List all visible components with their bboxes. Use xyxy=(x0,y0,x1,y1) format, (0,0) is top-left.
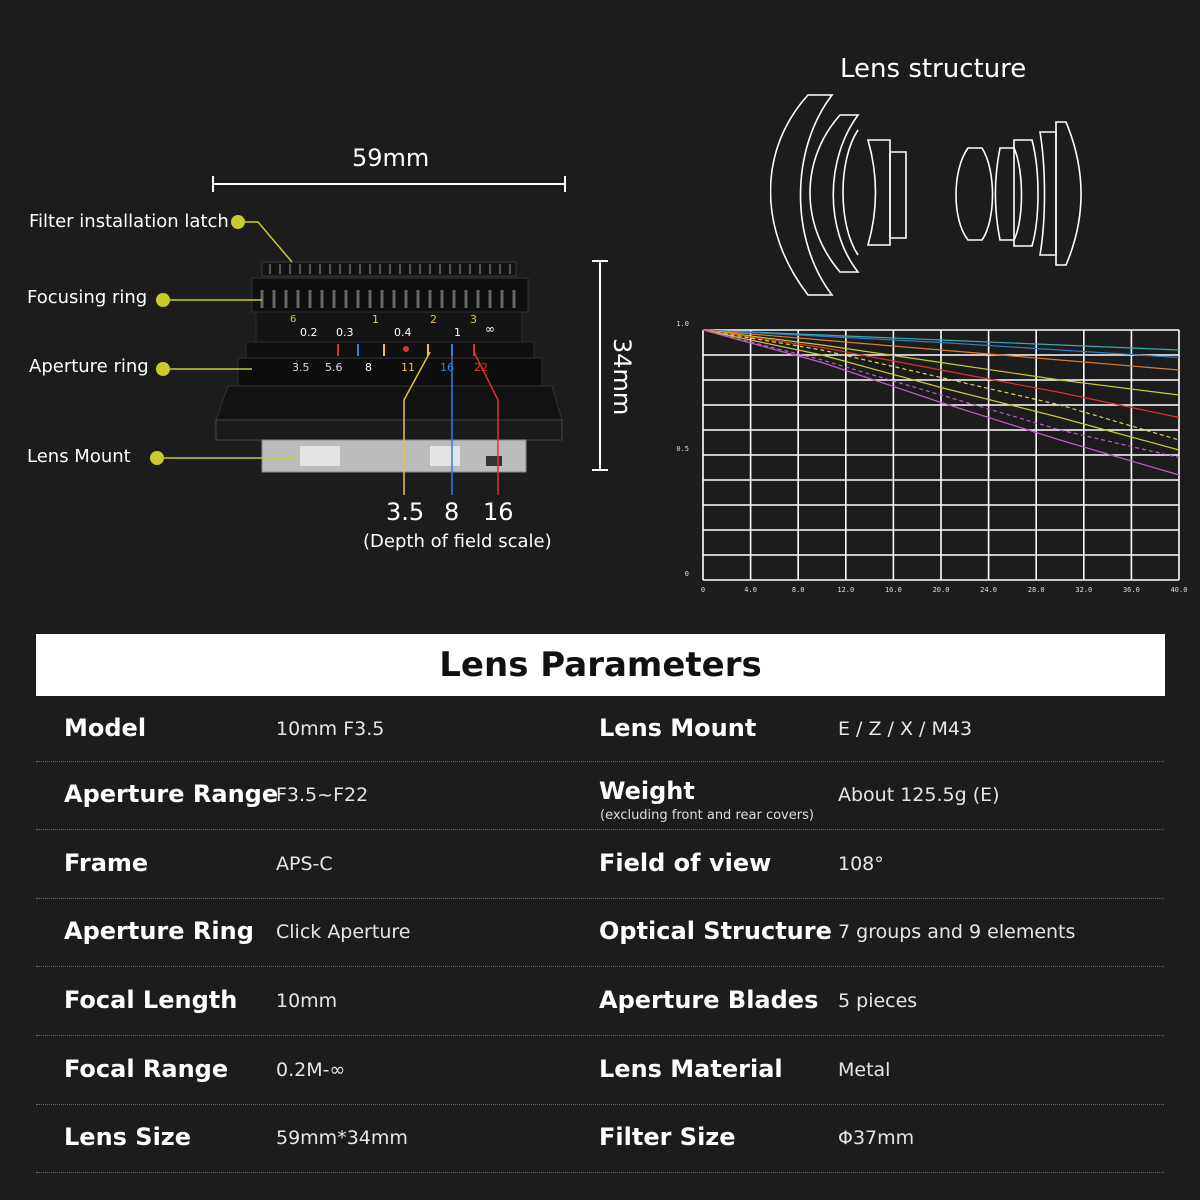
x-tick-label: 36.0 xyxy=(1122,586,1140,594)
distance-mark: 3 xyxy=(470,313,477,326)
aperture-mark: 22 xyxy=(474,361,488,374)
distance-mark: 0.2 xyxy=(300,326,318,339)
param-value: 108° xyxy=(838,853,884,875)
param-key: Focal Range xyxy=(64,1054,229,1083)
param-value: 10mm F3.5 xyxy=(276,717,385,740)
y-tick-label: 0 xyxy=(684,570,689,578)
param-key: Focal Length xyxy=(64,985,238,1014)
callout-lens-mount: Lens Mount xyxy=(27,446,131,467)
x-tick-label: 16.0 xyxy=(884,586,902,594)
x-tick-label: 24.0 xyxy=(980,586,998,594)
height-label: 34mm xyxy=(608,338,636,416)
distance-mark: 0.3 xyxy=(336,326,354,339)
param-key: Frame xyxy=(64,849,149,877)
param-value: About 125.5g (E) xyxy=(838,784,1000,806)
param-value: F3.5~F22 xyxy=(276,784,369,806)
param-value: 10mm xyxy=(276,989,338,1012)
param-value: Metal xyxy=(838,1058,891,1081)
parameter-row xyxy=(36,761,1164,830)
y-tick-label: 1.0 xyxy=(676,320,689,328)
dof-caption: (Depth of field scale) xyxy=(363,531,552,552)
dof-value: 8 xyxy=(444,498,460,526)
aperture-mark: 5.6 xyxy=(325,361,343,374)
param-value: 59mm*34mm xyxy=(276,1127,408,1149)
x-tick-label: 40.0 xyxy=(1170,586,1188,594)
param-value: 5 pieces xyxy=(838,989,918,1012)
param-key: Aperture Ring xyxy=(64,917,254,945)
parameter-row xyxy=(36,898,1164,967)
distance-mark: 1 xyxy=(454,326,461,339)
param-value: Click Aperture xyxy=(276,921,411,943)
parameter-row xyxy=(36,696,1164,762)
param-key: Lens Mount xyxy=(599,713,757,742)
param-value: E / Z / X / M43 xyxy=(838,717,973,740)
x-tick-label: 28.0 xyxy=(1027,586,1045,594)
param-key: Lens Size xyxy=(64,1123,192,1151)
distance-mark: ∞ xyxy=(485,322,495,336)
parameters-title: Lens Parameters xyxy=(36,634,1165,696)
width-label: 59mm xyxy=(352,144,430,172)
distance-mark-6: 6 xyxy=(290,314,297,325)
lens-structure-title: Lens structure xyxy=(840,54,1027,84)
lens-structure-diagram xyxy=(770,90,1090,300)
parameter-row xyxy=(36,1104,1164,1173)
parameter-row xyxy=(36,1035,1164,1105)
param-key: Field of view xyxy=(599,849,772,877)
aperture-mark: 3.5 xyxy=(292,361,310,374)
y-tick-label: 0.5 xyxy=(676,445,689,453)
x-tick-label: 20.0 xyxy=(932,586,950,594)
param-key: Aperture Range xyxy=(64,780,279,808)
x-tick-label: 8.0 xyxy=(791,586,805,594)
parameter-row xyxy=(36,830,1164,899)
param-key: Filter Size xyxy=(599,1123,736,1151)
x-tick-label: 32.0 xyxy=(1075,586,1093,594)
parameter-row xyxy=(36,966,1164,1036)
param-value: Φ37mm xyxy=(838,1127,915,1149)
param-value: 0.2M-∞ xyxy=(276,1058,346,1081)
distance-mark: 0.4 xyxy=(394,326,412,339)
param-key: Lens Material xyxy=(599,1054,783,1083)
param-value: APS-C xyxy=(276,853,333,875)
x-tick-label: 0 xyxy=(700,586,706,594)
aperture-mark: 16 xyxy=(440,361,454,374)
param-note: (excluding front and rear covers) xyxy=(600,808,814,823)
param-key: Weight xyxy=(599,777,695,805)
callout-focusing-ring: Focusing ring xyxy=(27,287,148,308)
aperture-mark: 8 xyxy=(365,361,372,374)
callout-filter-latch: Filter installation latch xyxy=(29,211,229,232)
param-key: Model xyxy=(64,713,147,742)
distance-mark: 2 xyxy=(430,313,437,326)
mtf-chart xyxy=(660,310,1200,610)
aperture-mark: 11 xyxy=(401,361,415,374)
param-key: Optical Structure xyxy=(599,917,832,945)
param-key: Aperture Blades xyxy=(599,985,819,1014)
dof-value: 16 xyxy=(483,498,514,526)
x-tick-label: 4.0 xyxy=(744,586,757,594)
param-value: 7 groups and 9 elements xyxy=(838,921,1076,943)
x-tick-label: 12.0 xyxy=(837,586,855,594)
callout-aperture-ring: Aperture ring xyxy=(29,356,149,377)
dof-value: 3.5 xyxy=(386,498,425,526)
distance-mark: 1 xyxy=(372,313,379,326)
